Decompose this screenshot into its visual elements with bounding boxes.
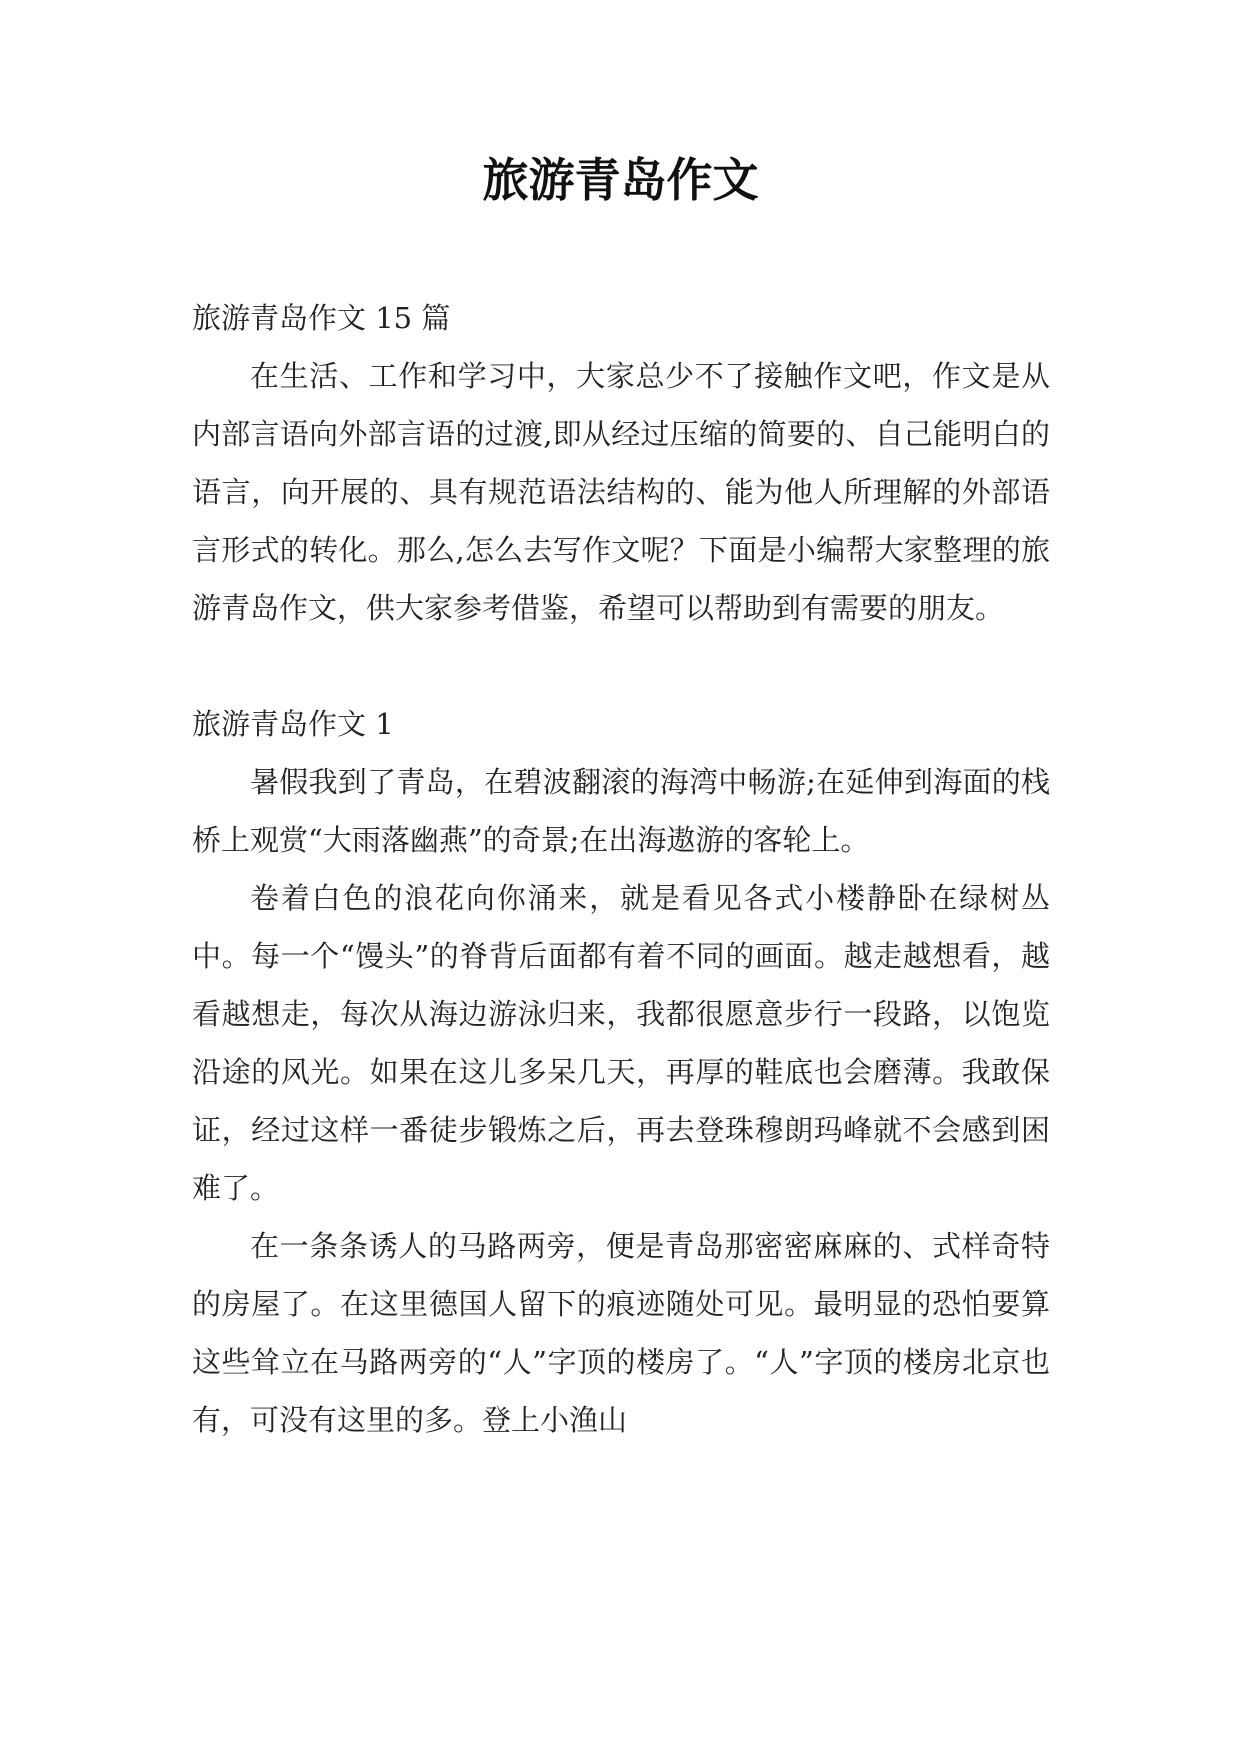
section-paragraph: 卷着白色的浪花向你涌来，就是看见各式小楼静卧在绿树丛中。每一个“馒头”的脊背后面都有着不同的画面。越走越想看，越看越想走，每次从海边游泳归来，我都很愿意步行一段路，以饱览沿途的风光。如果在这儿多呆几天，再厚的鞋底也会磨薄。我敢保证，经过这样一番徒步锻炼之后，再去登珠穆朗玛峰就不会感到困难了。 xyxy=(192,881,1050,1205)
intro-paragraph: 在生活、工作和学习中，大家总少不了接触作文吧，作文是从内部言语向外部言语的过渡,即从经过压缩的简要的、自己能明白的语言，向开展的、具有规范语法结构的、能为他人所理解的外部语言形式的转化。那么,怎么去写作文呢？下面是小编帮大家整理的旅游青岛作文，供大家参考借鉴，希望可以帮助到有需要的朋友。 xyxy=(192,359,1050,625)
document-body xyxy=(192,289,1050,1449)
section-paragraph: 暑假我到了青岛，在碧波翻滚的海湾中畅游;在延伸到海面的栈桥上观赏“大雨落幽燕”的奇景;在出海遨游的客轮上。 xyxy=(192,765,1050,857)
section-paragraph: 在一条条诱人的马路两旁，便是青岛那密密麻麻的、式样奇特的房屋了。在这里德国人留下的痕迹随处可见。最明显的恐怕要算这些耸立在马路两旁的“人”字顶的楼房了。“人”字顶的楼房北京也有，可没有这里的多。登上小渔山 xyxy=(192,1229,1050,1437)
section-heading: 旅游青岛作文 1 xyxy=(192,707,394,741)
intro-heading: 旅游青岛作文 15 篇 xyxy=(192,301,451,335)
page-title: 旅游青岛作文 xyxy=(482,153,759,207)
section-spacer xyxy=(192,637,1050,695)
